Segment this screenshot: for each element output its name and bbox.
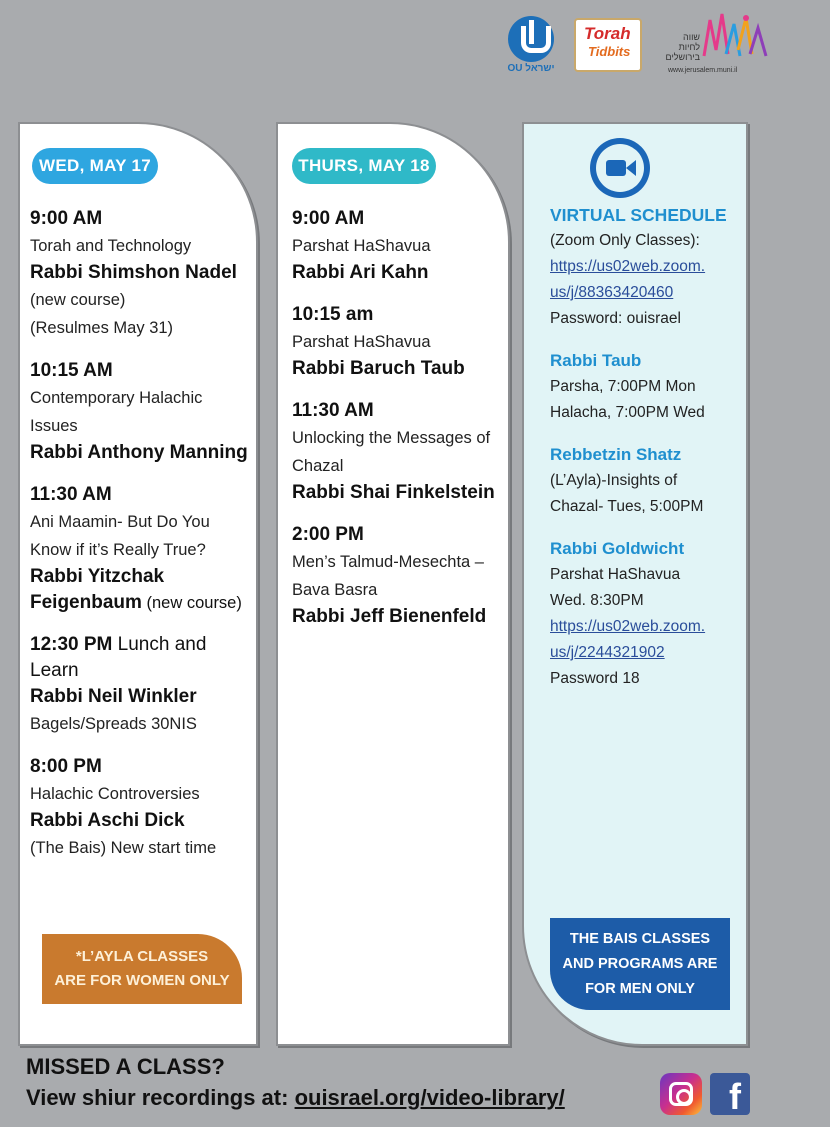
virtual-schedule	[550, 202, 740, 708]
instagram-icon[interactable]	[660, 1073, 702, 1115]
class-teacher: Rabbi Neil Winkler	[30, 686, 197, 707]
virtual-entry-shatz	[550, 442, 740, 520]
class-time: 10:15 AM	[30, 360, 113, 381]
class-time: 9:00 AM	[292, 208, 365, 229]
facebook-glyph: f	[729, 1076, 741, 1117]
class-time: 11:30 AM	[292, 400, 374, 421]
jerusalem-municipality-logo	[660, 10, 770, 74]
ou-israel-logo	[506, 10, 556, 74]
virtual-class-line: (L’Ayla)-Insights of	[550, 472, 678, 489]
class-title: Ani Maamin- But Do You Know if it’s Really True?	[30, 513, 210, 559]
schedule-entry	[292, 206, 502, 286]
thursday-column	[276, 122, 510, 1046]
wednesday-column	[18, 122, 258, 1046]
class-time: 10:15 am	[292, 304, 374, 325]
class-teacher: Rabbi Ari Kahn	[292, 262, 429, 283]
class-note: (The Bais) New start time	[30, 839, 217, 857]
layla-notice-line2: ARE FOR WOMEN ONLY	[54, 972, 230, 989]
class-title: Contemporary Halachic Issues	[30, 389, 203, 435]
virtual-teacher: Rebbetzin Shatz	[550, 445, 682, 464]
torah-tidbits-logo	[570, 12, 646, 74]
footer	[26, 1052, 565, 1114]
virtual-subtitle: (Zoom Only Classes):	[550, 232, 700, 249]
men-notice-line1: THE BAIS CLASSES	[569, 930, 711, 947]
schedule-entry	[292, 302, 502, 382]
class-title: Parshat HaShavua	[292, 237, 431, 255]
virtual-class-line: Wed. 8:30PM	[550, 592, 644, 609]
schedule-entry	[292, 398, 502, 506]
class-time: 12:30 PM	[30, 634, 113, 655]
class-title: Halachic Controversies	[30, 785, 200, 803]
schedule-entry	[30, 358, 250, 466]
class-time: 8:00 PM	[30, 756, 102, 777]
virtual-entry-goldwicht	[550, 536, 740, 692]
schedule-entry	[30, 632, 250, 738]
class-title: Parshat HaShavua	[292, 333, 431, 351]
class-teacher: Rabbi Yitzchak Feigenbaum	[30, 566, 165, 613]
virtual-title: VIRTUAL SCHEDULE	[550, 205, 727, 225]
schedule-entry	[292, 522, 502, 630]
class-time: 11:30 AM	[30, 484, 112, 505]
zoom-link-1-part-b[interactable]: us/j/88363420460	[550, 284, 674, 301]
bais-men-only-notice	[550, 918, 730, 1010]
class-teacher: Rabbi Shai Finkelstein	[292, 482, 495, 503]
layla-women-only-notice	[42, 934, 242, 1004]
wednesday-schedule	[30, 206, 250, 878]
jerusalem-url: www.jerusalem.muni.il	[668, 67, 738, 74]
jerusalem-art-icon	[700, 10, 768, 60]
virtual-class-line: Halacha, 7:00PM Wed	[550, 404, 705, 421]
class-teacher: Rabbi Jeff Bienenfeld	[292, 606, 487, 627]
class-teacher: Rabbi Baruch Taub	[292, 358, 465, 379]
zoom-link-2-part-a[interactable]: https://us02web.zoom.	[550, 618, 706, 635]
schedule-entry	[30, 754, 250, 862]
recordings-line	[26, 1082, 565, 1114]
class-time-line	[30, 632, 250, 684]
zoom-password-2: Password 18	[550, 670, 640, 687]
class-note: (new course)	[141, 594, 242, 612]
zoom-link-1[interactable]	[550, 254, 740, 306]
class-note: Bagels/Spreads 30NIS	[30, 715, 197, 733]
thursday-date-pill: THURS, MAY 18	[292, 148, 436, 184]
men-notice-line3: FOR MEN ONLY	[585, 980, 695, 997]
torah-tidbits-logo-line1: Torah	[584, 24, 631, 43]
class-title: Unlocking the Messages of Chazal	[292, 429, 491, 475]
jerusalem-slogan: שווה לחיות בירושלים	[665, 32, 700, 62]
missed-class-heading: MISSED A CLASS?	[26, 1054, 225, 1079]
social-icons	[660, 1073, 750, 1115]
class-title: Torah and Technology	[30, 237, 192, 255]
wednesday-date-pill: WED, MAY 17	[32, 148, 158, 184]
zoom-password-1: Password: ouisrael	[550, 310, 681, 327]
virtual-teacher: Rabbi Goldwicht	[550, 539, 685, 558]
class-time: 9:00 AM	[30, 208, 103, 229]
class-time: 2:00 PM	[292, 524, 364, 545]
zoom-link-2-part-b[interactable]: us/j/2244321902	[550, 644, 665, 661]
class-teacher: Rabbi Shimshon Nadel	[30, 262, 237, 283]
virtual-teacher: Rabbi Taub	[550, 351, 642, 370]
ou-logo-icon	[508, 16, 554, 62]
class-title: Lunch and Learn	[30, 634, 207, 681]
thursday-schedule	[292, 206, 502, 646]
class-teacher: Rabbi Aschi Dick	[30, 810, 185, 831]
class-note: (Resulmes May 31)	[30, 319, 174, 337]
class-title: Men’s Talmud-Mesechta – Bava Basra	[292, 553, 484, 599]
class-teacher-line	[30, 564, 250, 616]
virtual-entry-taub	[550, 348, 740, 426]
schedule-entry	[30, 482, 250, 616]
video-library-link[interactable]: ouisrael.org/video-library/	[294, 1085, 565, 1110]
facebook-icon[interactable]	[710, 1073, 750, 1115]
video-camera-icon	[590, 138, 650, 198]
torah-tidbits-logo-line2: Tidbits	[588, 44, 631, 59]
ou-logo-text: OU ישראל	[507, 63, 555, 74]
virtual-class-line: Chazal- Tues, 5:00PM	[550, 498, 704, 515]
header-logos	[506, 10, 770, 80]
zoom-link-1-part-a[interactable]: https://us02web.zoom.	[550, 258, 706, 275]
virtual-schedule-column	[522, 122, 748, 1046]
recordings-label: View shiur recordings at:	[26, 1085, 295, 1110]
zoom-link-2[interactable]	[550, 614, 740, 666]
class-note: (new course)	[30, 291, 126, 309]
men-notice-line2: AND PROGRAMS ARE	[562, 955, 718, 972]
class-teacher: Rabbi Anthony Manning	[30, 442, 248, 463]
virtual-class-line: Parsha, 7:00PM Mon	[550, 378, 696, 395]
schedule-entry	[30, 206, 250, 342]
layla-notice-line1: *L’AYLA CLASSES	[75, 948, 209, 965]
virtual-intro	[550, 202, 740, 332]
virtual-class-line: Parshat HaShavua	[550, 566, 681, 583]
